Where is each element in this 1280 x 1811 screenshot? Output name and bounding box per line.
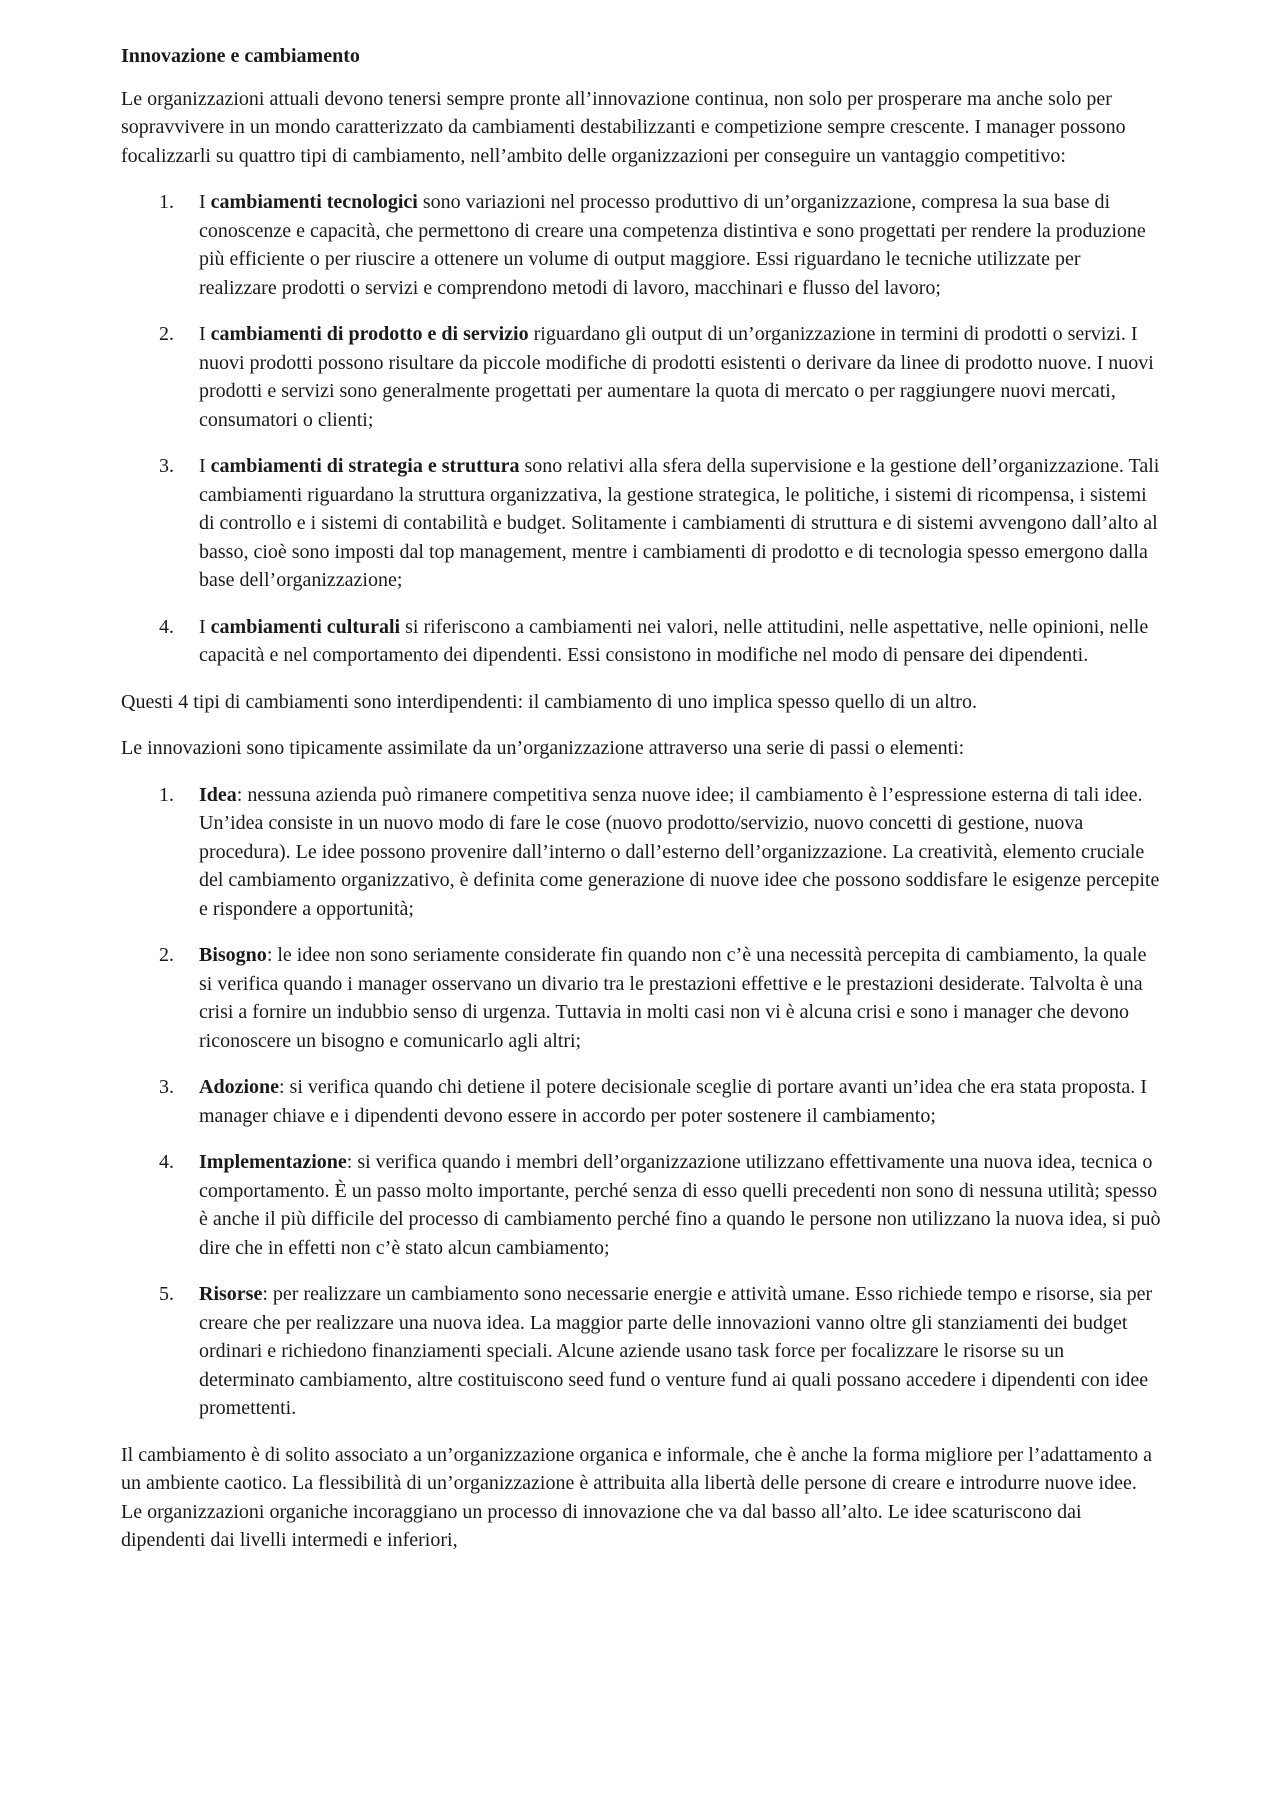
list-number: 4. xyxy=(159,1151,174,1173)
item-term: Idea xyxy=(199,783,237,806)
list-item xyxy=(121,941,1162,1055)
item-term: Risorse xyxy=(199,1283,263,1305)
item-text: sono relativi alla sfera della supervisione e la gestione dell’organizzazione. Tali cambiamenti riguardano la struttura organizzativa, la gestione strategica, le politiche, i sistemi di ricompensa, i sistemi di controllo e i sistemi di contabilità e budget. Solitamente i cambiamenti di struttura e di sistemi avvengono dall’alto al basso, cioè sono imposti dal top management, mentre i cambiamenti di prodotto e di tecnologia spesso emergono dalla base dell’organizzazione; xyxy=(199,455,1160,591)
item-prefix: I xyxy=(199,455,211,477)
item-text: : nessuna azienda può rimanere competitiva senza nuove idee; il cambiamento è l’espressione esterna di tali idee. Un’idea consiste in un nuovo modo di fare le cose (nuovo prodotto/servizio, nuovo concetti di gestione, nuova procedura). Le idee possono provenire dall’interno o dall’esterno dell’organizzazione. La creatività, elemento cruciale del cambiamento organizzativo, è definita come generazione di nuove idee che possono soddisfare le esigenze percepite e rispondere a opportunità; xyxy=(199,783,1160,920)
item-text: : si verifica quando i membri dell’organizzazione utilizzano effettivamente una nuova idea, tecnica o comportamento. È un passo molto importante, perché senza di esso quelli precedenti non sono di nessuna utilità; spesso è anche il più difficile del processo di cambiamento perché fino a quando le persone non utilizzano la nuova idea, si può dire che in effetti non c’è stato alcun cambiamento; xyxy=(199,1151,1161,1259)
list-item xyxy=(121,188,1162,302)
list-number: 1. xyxy=(159,783,174,806)
list-number: 2. xyxy=(159,944,174,966)
item-text: sono variazioni nel processo produttivo di un’organizzazione, compresa la sua base di conoscenze e capacità, che permettono di creare una competenza distintiva e sono progettati per rendere la produzione più efficiente o per riuscire a ottenere un volume di output maggiore. Essi riguardano le tecniche utilizzate per realizzare prodotti o servizi e comprendono metodi di lavoro, macchinari e flusso del lavoro; xyxy=(199,191,1146,299)
item-text: : per realizzare un cambiamento sono necessarie energie e attività umane. Esso richiede tempo e risorse, sia per creare che per realizzare una nuova idea. La maggior parte delle innovazioni vanno oltre gli stanziamenti dei budget ordinari e richiedono finanziamenti speciali. Alcune aziende usano task force per focalizzare le risorse su un determinato cambiamento, altre costituiscono seed fund o venture fund ai quali possano accedere i dipendenti con idee promettenti. xyxy=(199,1283,1153,1419)
list-item xyxy=(121,1148,1162,1262)
list-number: 3. xyxy=(159,455,174,477)
item-term: cambiamenti di strategia e struttura xyxy=(210,455,520,477)
intro-paragraph: Le organizzazioni attuali devono tenersi sempre pronte all’innovazione continua, non solo per prosperare ma anche solo per sopravvivere in un mondo caratterizzato da cambiamenti destabilizzanti e competizione sempre crescente. I manager possono focalizzarli su quattro tipi di cambiamento, nell’ambito delle organizzazioni per conseguire un vantaggio competitivo: xyxy=(121,87,1126,167)
item-term: Adozione xyxy=(199,1076,279,1098)
list-item xyxy=(121,320,1162,434)
item-text: riguardano gli output di un’organizzazione in termini di prodotti o servizi. I nuovi prodotti possono risultare da piccole modifiche di prodotti esistenti o derivare da linee di prodotto nuove. I nuovi prodotti e servizi sono generalmente progettati per aumentare la quota di mercato o per raggiungere nuovi mercati, consumatori o clienti; xyxy=(199,323,1154,431)
item-text: : le idee non sono seriamente considerate fin quando non c’è una necessità percepita di cambiamento, la quale si verifica quando i manager osservano un divario tra le prestazioni effettive e le prestazioni desiderate. Talvolta è una crisi a fornire un indubbio senso di urgenza. Tuttavia in molti casi non vi è alcuna crisi e sono i manager che devono riconoscere un bisogno e comunicarlo agli altri; xyxy=(199,944,1147,1052)
interdependence-paragraph: Questi 4 tipi di cambiamenti sono interdipendenti: il cambiamento di uno implica spesso quello di un altro. xyxy=(121,690,977,713)
item-term: cambiamenti culturali xyxy=(210,615,401,638)
item-text: : si verifica quando chi detiene il potere decisionale sceglie di portare avanti un’idea che era stata proposta. I manager chiave e i dipendenti devono essere in accordo per poter sostenere il cambiamento; xyxy=(199,1076,1147,1127)
item-term: cambiamenti di prodotto e di servizio xyxy=(210,323,529,345)
list-number: 2. xyxy=(159,323,174,345)
closing-paragraph: Il cambiamento è di solito associato a un’organizzazione organica e informale, che è anche la forma migliore per l’adattamento a un ambiente caotico. La flessibilità di un’organizzazione è attribuita alla libertà delle persone di creare e introdurre nuove idee. Le organizzazioni organiche incoraggiano un processo di innovazione che va dal basso all’alto. Le idee scaturiscono dai dipendenti dai livelli intermedi e inferiori, xyxy=(121,1443,1153,1551)
list-item xyxy=(121,452,1162,595)
item-text: si riferiscono a cambiamenti nei valori, nelle attitudini, nelle aspettative, nelle opinioni, nelle capacità e nel comportamento dei dipendenti. Essi consistono in modifiche nel modo di pensare dei dipendenti. xyxy=(199,615,1149,666)
item-prefix: I xyxy=(199,191,211,213)
list-number: 5. xyxy=(159,1283,174,1305)
item-prefix: I xyxy=(199,615,211,638)
steps-intro-paragraph: Le innovazioni sono tipicamente assimilate da un’organizzazione attraverso una serie di passi o elementi: xyxy=(121,737,965,759)
item-term: Implementazione xyxy=(199,1151,347,1173)
list-number: 1. xyxy=(159,191,174,213)
document-title: Innovazione e cambiamento xyxy=(121,45,360,67)
list-item xyxy=(121,1073,1162,1130)
list-number: 4. xyxy=(159,615,174,638)
item-term: cambiamenti tecnologici xyxy=(210,191,418,213)
item-term: Bisogno xyxy=(199,944,267,966)
list-item xyxy=(121,1280,1162,1423)
innovation-steps-list xyxy=(121,781,1162,1423)
list-item xyxy=(121,781,1162,924)
list-item xyxy=(121,613,1162,670)
list-number: 3. xyxy=(159,1076,174,1098)
change-types-list xyxy=(121,188,1162,670)
item-prefix: I xyxy=(199,323,211,345)
